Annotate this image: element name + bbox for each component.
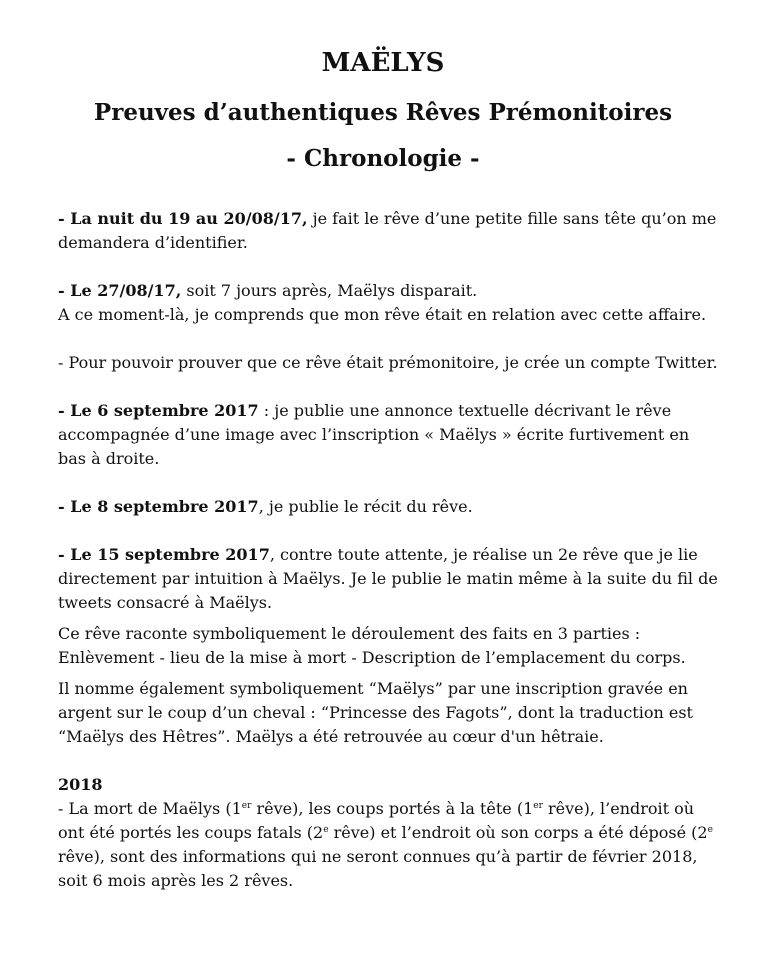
section-heading: - Chronologie - (286, 145, 480, 172)
entry-date: - Le 27/08/17, (58, 281, 182, 300)
entry-date: - Le 15 septembre 2017 (58, 545, 270, 564)
entry-twitter (58, 351, 718, 375)
entry-dream-story (58, 495, 718, 519)
document-subtitle: Preuves d’authentiques Rêves Prémonitoires (93, 99, 673, 126)
entry-text: soit 7 jours après, Maëlys disparait. (181, 281, 478, 300)
entry-date: - Le 6 septembre 2017 (58, 401, 259, 420)
entry-dream-1 (58, 207, 718, 255)
entry-text: - Pour pouvoir prouver que ce rêve était prémonitoire, je crée un compte Twitter. (58, 353, 718, 372)
entry-text-line2: A ce moment-là, je comprends que mon rêve était en relation avec cette affaire. (58, 305, 707, 324)
entry-text: , je publie le récit du rêve. (258, 497, 473, 516)
chronology-body (58, 207, 718, 893)
entry-text: , contre toute attente, je réalise un 2e rêve que je lie directement par intuition à Maëlys. Je le publie le matin même à la suite du fil de tweets consacré à Maëlys. (58, 545, 718, 612)
entry-dream-2 (58, 543, 718, 615)
document-title: MAËLYS (321, 48, 445, 78)
entry-dream-2-description: Ce rêve raconte symboliquement le déroulement des faits en 3 parties : Enlèvement - lieu de la mise à mort - Description de l’emplacement du corps. (58, 624, 686, 667)
entry-disappearance (58, 279, 718, 327)
entry-announcement (58, 399, 718, 471)
entry-date: - La nuit du 19 au 20/08/17, (58, 209, 308, 228)
year-entry: - La mort de Maëlys (1er rêve), les coups portés à la tête (1er rêve), l’endroit où ont été portés les coups fatals (2e rêve) et l’endroit où son corps a été déposé (2e rêve), sont des informations qui ne seront connues qu’à partir de février 2018, soit 6 mois après les 2 rêves. (58, 799, 713, 890)
entry-text: : je publie une annonce textuelle décrivant le rêve accompagnée d’une image avec l’inscription « Maëlys » écrite furtivement en bas à droite. (58, 401, 690, 468)
entry-date: - Le 8 septembre 2017 (58, 497, 259, 516)
year-heading: 2018 (58, 775, 103, 794)
entry-text: je fait le rêve d’une petite fille sans tête qu’on me demandera d’identifier. (58, 209, 717, 252)
entry-dream-2-symbol: Il nomme également symboliquement “Maëlys” par une inscription gravée en argent sur le coup d’un cheval : “Princesse des Fagots”, dont la traduction est “Maëlys des Hêtres”. Maëlys a été retrouvée au cœur d'un hêtraie. (58, 679, 693, 746)
